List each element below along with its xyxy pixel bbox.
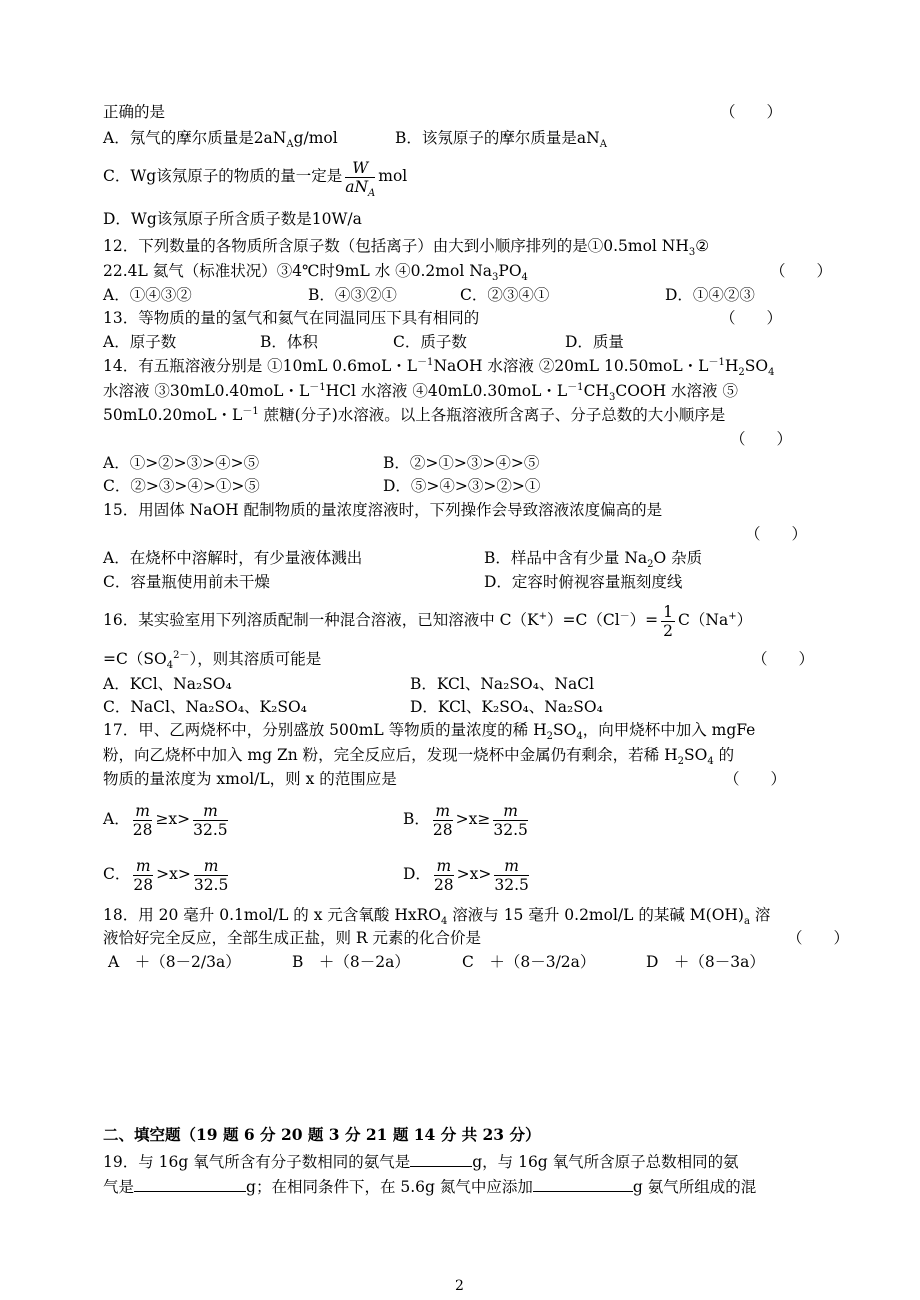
q12-paren: （ ）: [770, 262, 833, 280]
q14-line2: 水溶液 ③30mL0.40moL・$L^{-1}HCl$ 水溶液 ④40mL0.30moL・$L^{-1}CH_3COOH$ 水溶液 ⑤: [103, 381, 738, 404]
q19-line2: 气是 g；在相同条件下，在 5.6g 氮气中应添加 g 氨气所组成的混: [103, 1175, 756, 1197]
q11-option-a: A．氖气的摩尔质量是$2aN_Ag$/mol: [103, 129, 338, 151]
q14-option-c: C．②>③>④>①>⑤: [103, 477, 260, 495]
q13-stem: 13．等物质的量的氢气和氦气在同温同压下具有相同的: [103, 309, 480, 327]
q17-paren: （ ）: [724, 770, 787, 788]
q13-option-d: D．质量: [565, 333, 624, 351]
q18-paren: （ ）: [787, 929, 850, 947]
q14-line3: 50mL0.20moL・$L^{-1}$ 蔗糖(分子)水溶液。以上各瓶溶液所含离子、分子总数的大小顺序是: [103, 405, 726, 424]
q17-line2: 粉，向乙烧杯中加入 mg Zn 粉，完全反应后，发现一烧杯中金属仍有剩余，若稀 $H_2SO_4$ 的: [103, 746, 735, 768]
q17-option-c: C． $\frac{m}{28}$ >x> $\frac{m}{32.5}$: [103, 856, 229, 894]
q18-line1: 18．用 20 毫升 0.1mol/L 的 x 元含氧酸 HxRO$_4$ 溶液与 15 毫升 0.2mol/L 的某碱 $M(OH)_a$ 溶: [103, 906, 771, 928]
q13-option-c: C．质子数: [393, 333, 467, 351]
q16-option-d: D．KCl、K₂SO₄、Na₂SO₄: [410, 698, 603, 716]
q14-option-a: A．①>②>③>④>⑤: [103, 454, 260, 472]
q15-option-a: A．在烧杯中溶解时，有少量液体溅出: [103, 549, 363, 567]
q14-option-d: D．⑤>④>③>②>①: [383, 477, 541, 495]
q11-option-b: B．该氖原子的摩尔质量是$aN_A$: [395, 129, 607, 151]
q12-option-a: A．①④③②: [103, 286, 192, 304]
q17-option-b: B． $\frac{m}{28}$ >x≥ $\frac{m}{32.5}$: [403, 801, 528, 839]
q17-line1: 17．甲、乙两烧杯中，分别盛放 500mL 等物质的量浓度的稀 $H_2SO_4$，向甲烧杯中加入 mgFe: [103, 721, 756, 743]
q16-paren: （ ）: [752, 650, 815, 668]
q11-option-d: D．Wg该氖原子所含质子数是10W/a: [103, 210, 362, 228]
q16-option-c: C．NaCl、Na₂SO₄、K₂SO₄: [103, 698, 307, 716]
q15-option-c: C．容量瓶使用前未干燥: [103, 573, 270, 591]
q12-option-b: B．④③②①: [308, 286, 397, 304]
q14-line1: 14．有五瓶溶液分别是 ①10mL 0.6moL・$L^{-1}NaOH$ 水溶液 ②20mL 10.50moL・$L^{-1}H_2SO_4$: [103, 356, 775, 379]
q18-option-a: A ＋（8－2/3a）: [108, 953, 241, 971]
q14-option-b: B．②>①>③>④>⑤: [383, 454, 540, 472]
q15-stem: 15．用固体 NaOH 配制物质的量浓度溶液时，下列操作会导致溶液浓度偏高的是: [103, 501, 663, 519]
q11-option-c: C．Wg该氖原子的物质的量一定是 $\frac{W}{aN_A}$ mol: [103, 158, 408, 199]
q18-option-d: D ＋（8－3a）: [646, 953, 765, 971]
q18-option-b: B ＋（8－2a）: [292, 953, 410, 971]
q11-fraction: $\frac{W}{aN_A}$: [345, 158, 376, 199]
q11-paren: （ ）: [720, 103, 783, 121]
q16-line1: 16．某实验室用下列溶质配制一种混合溶液，已知溶液中 C（K+）=C（Cl－）= $\frac{1}{2}$ C（Na+）: [103, 602, 753, 640]
q13-option-a: A．原子数: [103, 333, 177, 351]
q15-option-d: D．定容时俯视容量瓶刻度线: [484, 573, 683, 591]
q11-stem-tail: 正确的是: [103, 103, 166, 121]
q17-option-a: A． $\frac{m}{28}$ ≥x> $\frac{m}{32.5}$: [103, 801, 228, 839]
q18-line2: 液恰好完全反应，全部生成正盐，则 R 元素的化合价是: [103, 929, 482, 947]
q19-blank-3[interactable]: [533, 1175, 633, 1192]
q16-option-b: B．KCl、Na₂SO₄、NaCl: [410, 675, 595, 693]
q19-blank-1[interactable]: [410, 1150, 472, 1167]
page-number: 2: [455, 1278, 464, 1294]
q15-paren: （ ）: [745, 525, 808, 543]
q16-option-a: A．KCl、Na₂SO₄: [103, 675, 232, 693]
q17-option-d: D． $\frac{m}{28}$ >x> $\frac{m}{32.5}$: [403, 856, 529, 894]
q15-option-b: B．样品中含有少量 $Na_2O$ 杂质: [484, 549, 703, 571]
q19-blank-2[interactable]: [134, 1175, 246, 1192]
q14-paren: （ ）: [730, 430, 793, 448]
q17-line3: 物质的量浓度为 xmol/L，则 x 的范围应是: [103, 770, 397, 788]
q12-option-d: D．①④②③: [665, 286, 755, 304]
q16-line2: $=C(SO_4^{2-})$，则其溶质可能是: [103, 649, 322, 672]
q12-line1: 12．下列数量的各物质所含原子数（包括离子）由大到小顺序排列的是①0.5mol $NH_3②$: [103, 237, 710, 259]
q12-line2: 22.4L 氦气（标准状况）③4℃时9mL 水 ④0.2mol $Na_3PO_4$: [103, 262, 528, 284]
q16-fraction: $\frac{1}{2}$: [663, 602, 674, 640]
q13-option-b: B．体积: [260, 333, 318, 351]
q19-line1: 19．与 16g 氧气所含有分子数相同的氨气是 g，与 16g 氧气所含原子总数相同的氨: [103, 1150, 739, 1172]
q18-option-c: C ＋（8－3/2a）: [462, 953, 596, 971]
q12-option-c: C．②③④①: [460, 286, 550, 304]
section2-title: 二、填空题（19 题 6 分 20 题 3 分 21 题 14 分 共 23 分）: [103, 1125, 541, 1144]
q13-paren: （ ）: [720, 309, 783, 327]
